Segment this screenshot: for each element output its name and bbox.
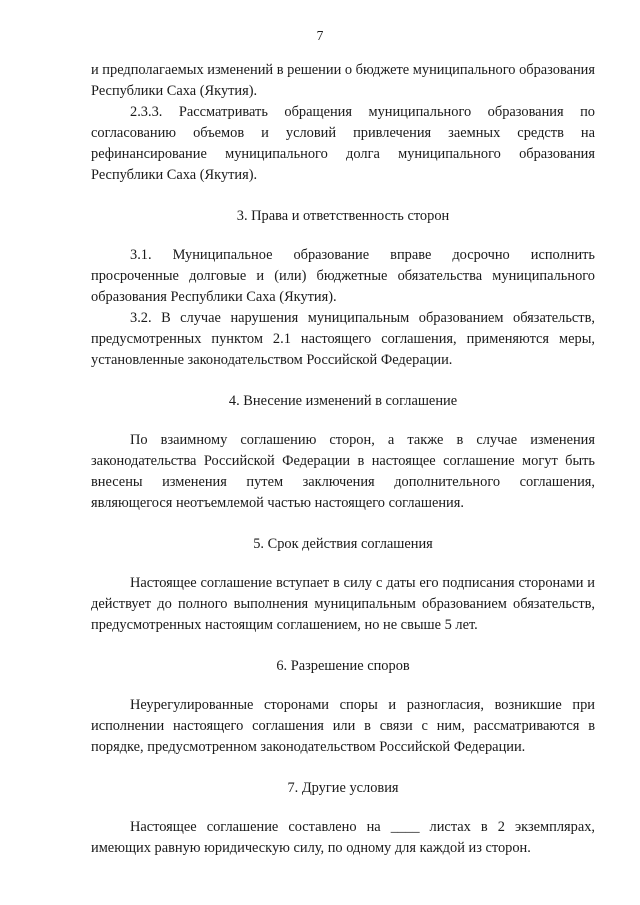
paragraph-2-3-3: 2.3.3. Рассматривать обращения муниципального образования по согласованию объемов и условий привлечения заемных средств на рефинансирование муниципального долга муниципального образования Республики Саха (Якутия). [91, 104, 595, 183]
paragraph-3-1: 3.1. Муниципальное образование вправе досрочно исполнить просроченные долговые и (или) бюджетные обязательства муниципального образования Республики Саха (Якутия). [91, 247, 595, 305]
page-number: 7 [316, 28, 324, 43]
paragraph-7: Настоящее соглашение составлено на ____ листах в 2 экземплярах, имеющих равную юридическую силу, по одному для каждой из сторон. [91, 819, 595, 856]
section-heading-4: 4. Внесение изменений в соглашение [228, 393, 458, 409]
section-heading-3: 3. Права и ответственность сторон [236, 208, 450, 224]
paragraph-6: Неурегулированные сторонами споры и разногласия, возникшие при исполнении настоящего соглашения или в связи с ним, рассматриваются в порядке, предусмотренном законодательством Российской Федерации. [91, 697, 595, 755]
paragraph-continuation: и предполагаемых изменений в решении о бюджете муниципального образования Республики Саха (Якутия). [91, 62, 595, 99]
section-heading-5: 5. Срок действия соглашения [253, 536, 433, 552]
paragraph-5: Настоящее соглашение вступает в силу с даты его подписания сторонами и действует до полного выполнения муниципальным образованием обязательств, предусмотренных настоящим соглашением, но не свыше 5 лет. [91, 575, 595, 633]
paragraph-4: По взаимному соглашению сторон, а также в случае изменения законодательства Российской Федерации в настоящее соглашение могут быть внесены изменения путем заключения дополнительного соглашения, являющегося неотъемлемой частью настоящего соглашения. [91, 432, 595, 511]
document-body [91, 60, 595, 859]
section-heading-6: 6. Разрешение споров [276, 658, 410, 674]
section-heading-7: 7. Другие условия [287, 780, 399, 796]
paragraph-3-2: 3.2. В случае нарушения муниципальным образованием обязательств, предусмотренных пунктом 2.1 настоящего соглашения, применяются меры, установленные законодательством Российской Федерации. [91, 310, 595, 368]
